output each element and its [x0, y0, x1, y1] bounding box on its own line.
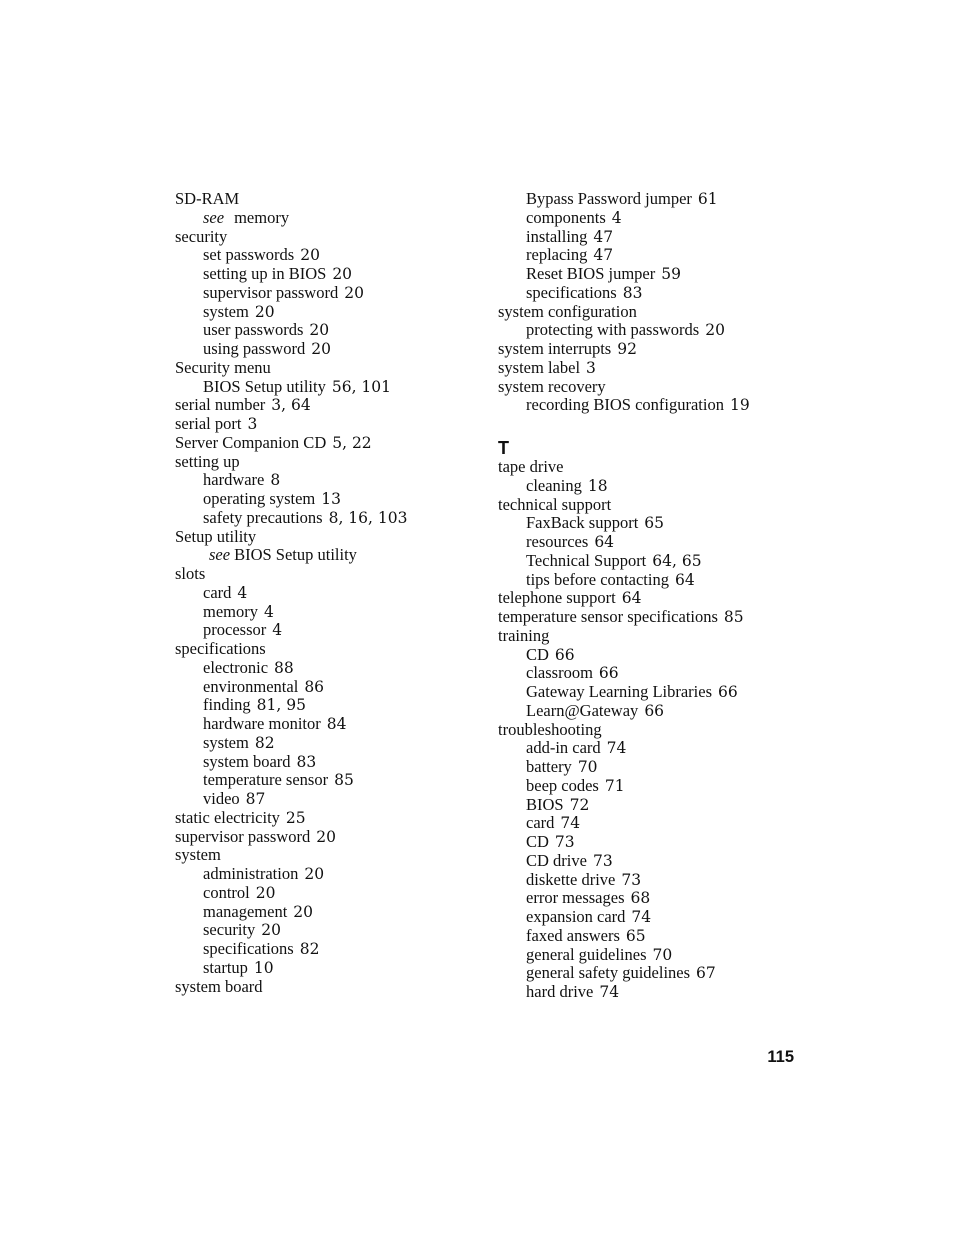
index-subentry — [498, 533, 798, 552]
index-term: FaxBack support — [526, 513, 639, 533]
index-term: CD drive — [526, 850, 587, 870]
page-reference: 64 — [674, 570, 695, 589]
index-term: telephone support — [498, 588, 616, 608]
index-term: set passwords — [203, 245, 295, 265]
index-term: card — [203, 582, 232, 602]
index-term: system interrupts — [498, 339, 612, 358]
index-subentry — [498, 739, 798, 758]
index-term: classroom — [526, 663, 593, 683]
index-subentry — [498, 889, 798, 908]
page-reference: 59 — [661, 265, 681, 283]
index-term: general guidelines — [526, 944, 647, 964]
page-reference: 3, 64 — [271, 396, 311, 415]
index-subentry — [175, 603, 475, 622]
index-term: general safety guidelines — [526, 963, 691, 983]
index-entry — [175, 809, 475, 828]
index-subentry — [175, 659, 475, 678]
index-term: recording BIOS configuration — [526, 395, 724, 415]
index-term: Gateway Learning Libraries — [526, 682, 712, 701]
index-term: system configuration — [498, 301, 637, 321]
index-term: operating system — [203, 489, 316, 508]
index-entry — [175, 828, 475, 847]
index-entry — [175, 978, 475, 997]
index-subentry — [498, 265, 798, 284]
page-reference: 5, 22 — [332, 433, 372, 452]
index-term: system — [175, 845, 221, 865]
index-subentry — [498, 852, 798, 871]
index-subentry — [175, 753, 475, 772]
page-reference: 18 — [587, 476, 608, 495]
page-reference: 88 — [274, 658, 294, 677]
index-subentry — [175, 771, 475, 790]
page-reference: 20 — [300, 246, 320, 265]
index-subentry — [175, 265, 475, 284]
index-subentry — [175, 546, 475, 565]
page-reference: 4 — [264, 602, 274, 621]
index-term: SD-RAM — [175, 189, 240, 208]
page-reference: 83 — [622, 283, 643, 302]
index-term: serial number — [175, 395, 266, 415]
index-subentry — [498, 927, 798, 946]
page-reference: 82 — [254, 733, 275, 752]
index-term: system label — [498, 357, 581, 377]
index-subentry — [498, 514, 798, 533]
page-reference: 92 — [617, 340, 637, 358]
page-reference: 67 — [696, 964, 716, 983]
page-reference: 66 — [644, 701, 665, 720]
page-reference: 20 — [311, 340, 331, 358]
index-subentry — [498, 284, 798, 303]
index-term: Technical Support — [526, 550, 647, 570]
index-term: supervisor password — [203, 282, 339, 302]
page-reference: 74 — [599, 983, 620, 1001]
index-term: electronic — [203, 657, 269, 677]
page-reference: 85 — [334, 771, 354, 790]
index-column-left — [175, 190, 475, 996]
index-term: specifications — [175, 639, 266, 658]
index-term: security — [203, 920, 256, 940]
index-term: control — [203, 882, 250, 902]
index-term: management — [203, 901, 288, 921]
index-term: replacing — [526, 245, 588, 265]
index-term: memory — [234, 207, 290, 227]
index-term: using password — [203, 339, 306, 358]
index-subentry — [498, 964, 798, 983]
page-reference: 73 — [554, 833, 575, 851]
index-subentry — [175, 509, 475, 528]
index-column-right — [498, 190, 798, 1002]
index-subentry — [498, 796, 798, 815]
page-reference: 4 — [272, 621, 283, 640]
index-term: setting up — [175, 451, 240, 471]
index-term: safety precautions — [203, 507, 323, 527]
index-subentry — [175, 903, 475, 922]
index-term: Server Companion CD — [175, 432, 327, 452]
page-reference: 66 — [718, 683, 738, 701]
page-reference: 64 — [621, 589, 642, 608]
page-reference: 10 — [253, 958, 274, 977]
index-term: error messages — [526, 888, 625, 908]
page-reference: 47 — [593, 227, 614, 246]
index-term: protecting with passwords — [526, 320, 700, 340]
index-term: user passwords — [203, 320, 304, 340]
index-entry — [498, 496, 798, 515]
see-reference-label: see — [203, 207, 225, 227]
page-reference: 65 — [644, 514, 665, 533]
index-entry — [175, 190, 475, 209]
page-reference: 70 — [652, 945, 673, 964]
page-reference: 20 — [344, 283, 364, 302]
page-reference: 8 — [270, 471, 281, 490]
index-term: security — [175, 226, 228, 246]
page-reference: 19 — [729, 396, 750, 415]
index-section-t — [498, 458, 798, 1002]
index-term: CD — [526, 832, 549, 851]
index-subentry — [498, 983, 798, 1002]
index-subentry — [175, 209, 475, 228]
index-term: system board — [203, 751, 291, 771]
page-reference: 3 — [586, 358, 596, 377]
index-subentry — [175, 246, 475, 265]
index-term: serial port — [175, 414, 242, 433]
index-term: slots — [175, 564, 206, 583]
index-term: tape drive — [498, 457, 564, 476]
index-term: add-in card — [526, 738, 601, 758]
index-subentry — [175, 621, 475, 640]
index-subentry — [498, 552, 798, 571]
index-term: memory — [203, 601, 258, 621]
index-subentry — [498, 814, 798, 833]
page-reference: 84 — [326, 715, 347, 733]
page-reference: 20 — [261, 921, 281, 940]
index-term: video — [203, 789, 240, 808]
index-subentry — [175, 471, 475, 490]
index-subentry — [498, 246, 798, 265]
index-term: beep codes — [526, 775, 599, 795]
page-reference: 66 — [554, 645, 575, 664]
index-section-s-continued — [498, 190, 798, 415]
page-reference: 68 — [630, 889, 651, 908]
index-subentry — [175, 321, 475, 340]
index-subentry — [498, 646, 798, 665]
page-reference: 64 — [594, 533, 615, 551]
index-entry — [498, 378, 798, 397]
index-subentry — [498, 946, 798, 965]
index-term: tips before contacting — [526, 569, 669, 589]
page-reference: 20 — [316, 827, 336, 846]
index-term: setting up in BIOS — [203, 264, 327, 283]
page-reference: 82 — [299, 940, 320, 958]
index-term: system board — [175, 976, 263, 996]
index-subentry — [175, 959, 475, 978]
index-term: Security menu — [175, 357, 271, 377]
page-reference: 20 — [255, 883, 276, 902]
page-reference: 20 — [705, 321, 725, 340]
index-term: hardware monitor — [203, 714, 321, 733]
index-term: installing — [526, 226, 588, 246]
index-term: temperature sensor specifications — [498, 607, 718, 626]
page-reference: 20 — [304, 865, 325, 883]
index-subentry — [498, 209, 798, 228]
page-reference: 13 — [321, 490, 342, 508]
index-term: specifications — [526, 282, 617, 302]
index-term: specifications — [203, 939, 294, 958]
page-reference: 61 — [697, 190, 718, 208]
index-term: BIOS — [526, 794, 564, 814]
index-term: Reset BIOS jumper — [526, 264, 656, 283]
page-reference: 47 — [593, 246, 614, 265]
index-subentry — [175, 696, 475, 715]
index-term: processor — [203, 620, 267, 640]
page-reference: 87 — [245, 790, 266, 808]
index-subentry — [498, 908, 798, 927]
index-term: BIOS Setup utility — [203, 376, 326, 396]
index-term: environmental — [203, 676, 299, 696]
index-term: administration — [203, 864, 299, 883]
index-term: BIOS Setup utility — [234, 545, 357, 565]
index-term: cleaning — [526, 475, 582, 495]
page-reference: 3 — [247, 415, 258, 433]
index-term: diskette drive — [526, 869, 616, 889]
index-subentry — [175, 884, 475, 903]
index-term: expansion card — [526, 907, 626, 926]
index-subentry — [175, 303, 475, 322]
index-subentry — [498, 228, 798, 247]
page-reference: 66 — [598, 664, 619, 683]
index-entry — [498, 589, 798, 608]
index-term: faxed answers — [526, 925, 620, 945]
index-entry — [498, 458, 798, 477]
page-reference: 73 — [621, 870, 642, 889]
index-entry — [498, 721, 798, 740]
index-subentry — [498, 758, 798, 777]
index-term: resources — [526, 532, 589, 551]
index-entry — [498, 340, 798, 359]
index-term: technical support — [498, 494, 612, 514]
page-number: 115 — [767, 1048, 794, 1066]
page-reference: 56, 101 — [331, 377, 392, 396]
index-term: system recovery — [498, 376, 606, 396]
page-reference: 83 — [296, 752, 317, 771]
see-reference-label: see — [209, 545, 231, 565]
index-term: Bypass Password jumper — [526, 189, 692, 208]
index-entry — [175, 228, 475, 247]
index-entry — [175, 565, 475, 584]
page-reference: 72 — [569, 795, 590, 814]
page-reference: 85 — [723, 608, 744, 626]
page-reference: 64, 65 — [652, 551, 702, 570]
index-entry — [498, 608, 798, 627]
index-term: startup — [203, 957, 248, 977]
index-term: finding — [203, 695, 251, 715]
index-entry — [175, 434, 475, 453]
index-subentry — [498, 833, 798, 852]
index-subentry — [175, 584, 475, 603]
page-reference: 4 — [237, 583, 248, 602]
index-subentry — [498, 477, 798, 496]
index-subentry — [175, 490, 475, 509]
index-entry — [175, 453, 475, 472]
index-subentry — [498, 777, 798, 796]
page-reference: 20 — [332, 265, 353, 283]
index-term: Learn@Gateway — [526, 700, 639, 720]
page-reference: 74 — [631, 908, 652, 926]
page-reference: 71 — [604, 776, 625, 795]
index-term: system — [203, 301, 249, 321]
index-term: Setup utility — [175, 526, 257, 546]
index-subentry — [175, 790, 475, 809]
index-term: system — [203, 732, 249, 752]
page-reference: 20 — [254, 302, 275, 321]
index-entry — [175, 359, 475, 378]
index-term: troubleshooting — [498, 719, 602, 739]
page-reference: 8, 16, 103 — [328, 508, 408, 527]
page-reference: 86 — [304, 677, 325, 696]
page-reference: 65 — [625, 926, 646, 945]
index-subentry — [498, 571, 798, 590]
index-term: hard drive — [526, 982, 594, 1001]
index-subentry — [175, 940, 475, 959]
index-subentry — [175, 921, 475, 940]
index-entry — [175, 640, 475, 659]
index-subentry — [498, 190, 798, 209]
index-subentry — [175, 715, 475, 734]
index-entry — [175, 528, 475, 547]
index-subentry — [175, 340, 475, 359]
index-subentry — [498, 702, 798, 721]
index-term: static electricity — [175, 807, 280, 827]
index-entry — [498, 303, 798, 322]
page-reference: 70 — [577, 758, 598, 776]
index-entry — [175, 415, 475, 434]
page-reference: 74 — [560, 814, 581, 833]
index-entry — [175, 396, 475, 415]
index-subentry — [175, 284, 475, 303]
index-subentry — [175, 678, 475, 697]
index-subentry — [498, 664, 798, 683]
index-subentry — [175, 734, 475, 753]
page-reference: 74 — [606, 739, 627, 758]
index-term: CD — [526, 644, 549, 664]
index-term: supervisor password — [175, 826, 311, 846]
index-term: battery — [526, 757, 572, 776]
index-subentry — [498, 396, 798, 415]
page-reference: 73 — [592, 851, 613, 870]
index-entry — [498, 359, 798, 378]
index-term: components — [526, 207, 606, 227]
page-reference: 4 — [611, 208, 622, 227]
page-reference: 20 — [293, 902, 314, 921]
index-subentry — [175, 865, 475, 884]
page-reference: 20 — [309, 321, 330, 340]
index-term: temperature sensor — [203, 770, 329, 790]
section-letter-heading: T — [498, 438, 509, 458]
index-term: training — [498, 625, 550, 645]
index-entry — [175, 846, 475, 865]
index-subentry — [498, 321, 798, 340]
index-entry — [498, 627, 798, 646]
index-subentry — [175, 378, 475, 397]
index-term: card — [526, 813, 555, 833]
page-reference: 81, 95 — [256, 696, 306, 715]
index-subentry — [498, 871, 798, 890]
page-reference: 25 — [285, 808, 306, 827]
index-subentry — [498, 683, 798, 702]
index-term: hardware — [203, 470, 265, 490]
